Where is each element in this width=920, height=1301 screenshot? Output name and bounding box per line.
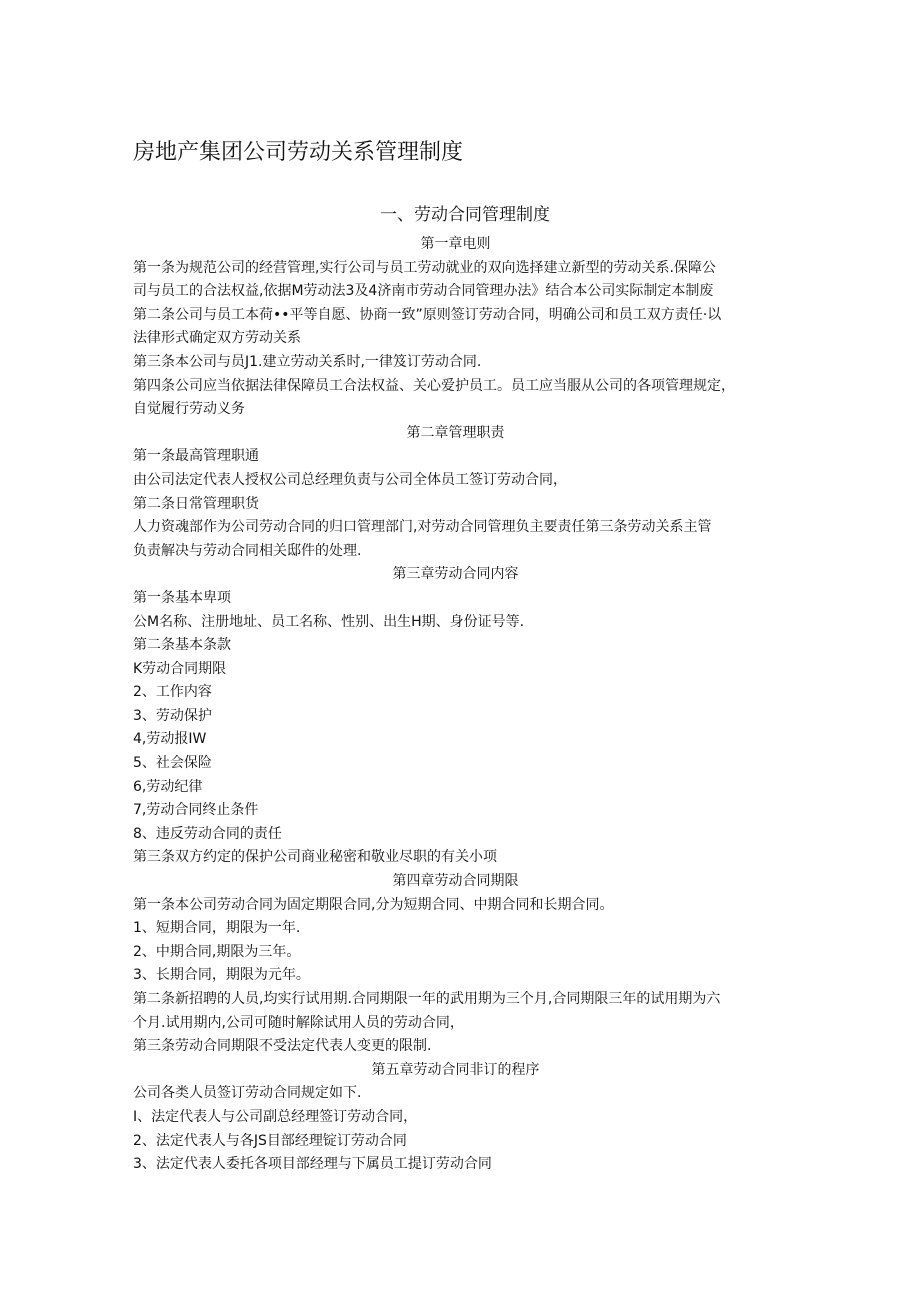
document-body xyxy=(133,233,793,1177)
paragraph-line: I、法定代表人与公司副总经理签订劳动合同， xyxy=(133,1108,418,1125)
paragraph-line: 第三条本公司与员J1.建立劳动关系时,一律笈订劳动合同. xyxy=(133,353,482,370)
paragraph-line: 第二条公司与员工本荷••平等自愿、协商一致”原则签订劳动合同，明确公司和员工双方责任·以 xyxy=(133,306,722,323)
paragraph-line: 5、社会保险 xyxy=(133,755,212,772)
paragraph-line: 8、违反劳动合同的责任 xyxy=(133,825,282,842)
paragraph-line: 4,劳动报IW xyxy=(133,731,207,748)
paragraph-line: 3、长期合同，期限为元年。 xyxy=(133,967,310,984)
paragraph-line: 司与员工的合法权益,依据M劳动法3及4济南市劳动合同管理办法》结合本公司实际制定本制废 xyxy=(133,283,714,300)
chapter-heading: 第五章劳动合同非订的程序 xyxy=(371,1061,540,1078)
paragraph-line: 第一条基本卑项 xyxy=(133,589,231,606)
paragraph-line: K劳动合同期限 xyxy=(133,660,227,677)
paragraph-line: 由公司法定代表人授权公司总经理负责与公司全体员工签订劳动合同， xyxy=(133,471,567,488)
paragraph-line: 个月.试用期内,公司可随时解除试用人员的劳动合同， xyxy=(133,1014,464,1031)
paragraph-line: 第二条日常管理职货 xyxy=(133,495,259,512)
paragraph-line: 第一条本公司劳动合同为固定期限合同,分为短期合同、中期合同和长期合同。 xyxy=(133,896,614,913)
paragraph-line: 3、劳动保护 xyxy=(133,707,212,724)
paragraph-line: 2、法定代表人与各JS目部经理锭订劳动合同 xyxy=(133,1132,407,1149)
paragraph-line: 负责解决与劳动合同相关邸件的处理. xyxy=(133,542,362,559)
paragraph-line: 公M名称、注册地址、员工名称、性别、出生H期、身份证号等. xyxy=(133,613,525,630)
section-title xyxy=(0,203,920,227)
paragraph-line: 7,劳动合同终止条件 xyxy=(133,802,259,819)
paragraph-line: 第一条最高管理职通 xyxy=(133,448,259,465)
chapter-heading: 第三章劳动合同内容 xyxy=(392,566,519,583)
paragraph-line: 3、法定代表人委托各项目部经理与下属员工提订劳动合同 xyxy=(133,1156,492,1173)
paragraph-line: 公司各类人员签订劳动合同规定如下. xyxy=(133,1085,362,1102)
paragraph-line: 第四条公司应当依据法律保障员工合法权益、关心爱护员工。员工应当服从公司的各项管理规定， xyxy=(133,377,735,394)
document-title: 房地产集团公司劳动关系管理制度 xyxy=(133,140,464,165)
paragraph-line: 第三条双方约定的保护公司商业秘密和敬业尽职的有关小项 xyxy=(133,849,497,866)
paragraph-line: 1、短期合同，期限为一年. xyxy=(133,920,301,937)
paragraph-line: 第三条劳动合同期限不受法定代表人变更的限制. xyxy=(133,1038,432,1055)
paragraph-line: 6,劳动纪律 xyxy=(133,778,203,795)
paragraph-line: 2、中期合同,期限为三年。 xyxy=(133,943,301,960)
chapter-heading: 第一章电则 xyxy=(420,236,491,252)
paragraph-line: 第二条基本条款 xyxy=(133,637,231,654)
paragraph-line: 2、工作内容 xyxy=(133,684,212,701)
chapter-heading: 第二章管理职责 xyxy=(406,424,505,441)
chapter-heading: 第四章劳动合同期限 xyxy=(392,873,519,890)
paragraph-line: 人力资魂部作为公司劳动合同的归口管理部门,对劳动合同管理负主要责任第三条劳动关系主管 xyxy=(133,519,712,536)
paragraph-line: 法律形式确定双方劳动关系 xyxy=(133,330,301,347)
paragraph-line: 第一条为规范公司的经营管理,实行公司与员工劳动就业的双向选择建立新型的劳动关系.保障公 xyxy=(133,259,716,276)
paragraph-line: 第二条新招聘的人员,均实行试用期.合同期限一年的武用期为三个月,合同期限三年的试用期为六 xyxy=(133,991,721,1007)
paragraph-line: 自觉履行劳动义务 xyxy=(133,401,245,418)
section-title-text: 一、劳动合同管理制度 xyxy=(380,205,550,225)
